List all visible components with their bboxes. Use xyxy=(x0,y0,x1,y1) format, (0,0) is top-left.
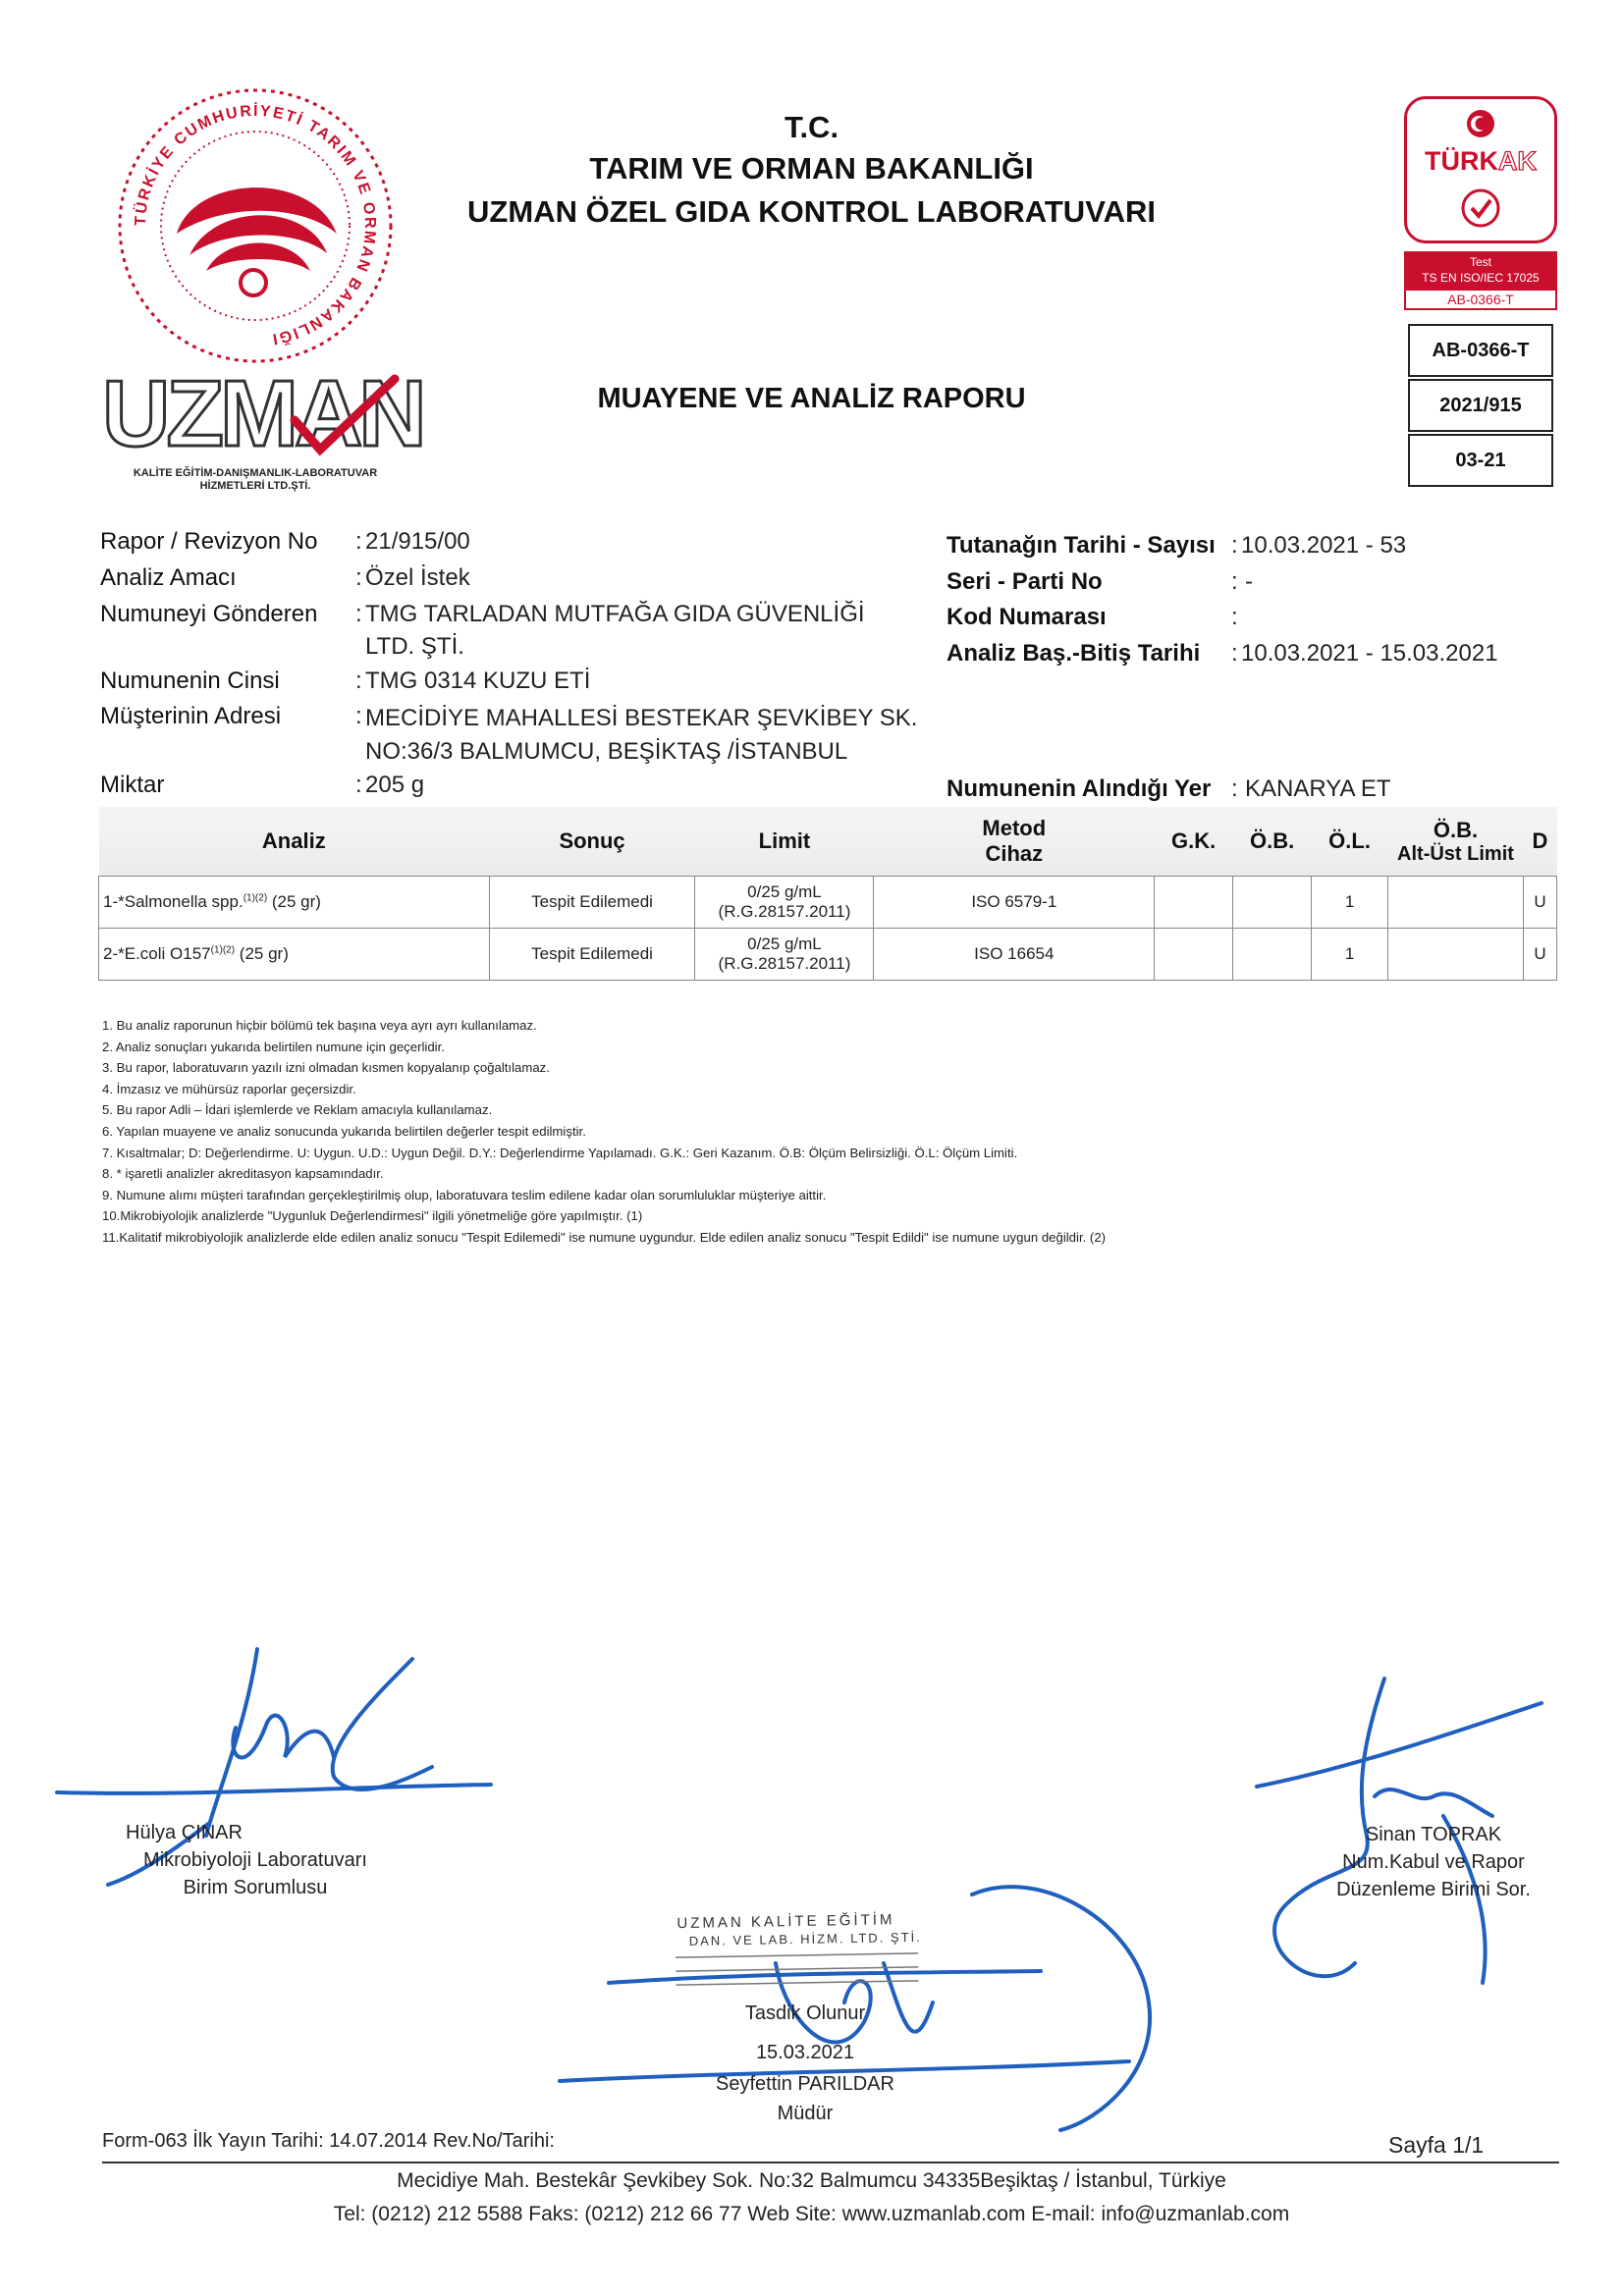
limit-ref: (R.G.28157.2011) xyxy=(718,954,851,973)
note-item: 3. Bu rapor, laboratuvarın yazılı izni olmadan kısmen kopyalanıp çoğaltılamaz. xyxy=(102,1060,550,1076)
col-gk: G.K. xyxy=(1155,807,1233,877)
col-analiz: Analiz xyxy=(99,807,490,877)
colon: : xyxy=(1231,775,1238,802)
value-customer-address: MECİDİYE MAHALLESİ BESTEKAR ŞEVKİBEY SK. xyxy=(365,705,918,731)
sig-left-title1: Mikrobiyoloji Laboratuvarı xyxy=(143,1849,367,1871)
value-analysis-purpose: Özel İstek xyxy=(365,564,470,591)
colon: : xyxy=(1231,640,1238,667)
value-analysis-dates: 10.03.2021 - 15.03.2021 xyxy=(1241,640,1498,667)
cell-d: U xyxy=(1523,877,1556,929)
turkak-name-b: AK xyxy=(1498,146,1537,176)
cell-ob xyxy=(1233,929,1312,981)
notes-list xyxy=(102,1015,1575,1249)
table-row xyxy=(99,929,1557,981)
cell-sonuc: Tespit Edilemedi xyxy=(489,877,695,929)
col-limit: Limit xyxy=(695,807,874,877)
label-sample-location: Numunenin Alındığı Yer xyxy=(947,775,1212,802)
uzman-wordmark: UZMAN xyxy=(102,361,423,466)
note-item: 2. Analiz sonuçları yukarıda belirtilen numune için geçerlidir. xyxy=(102,1039,445,1054)
note-item: 9. Numune alımı müşteri tarafından gerçekleştirilmiş olup, laboratuvara teslim edilene kadar olan sorumluluklar müşteriye aittir. xyxy=(102,1187,827,1202)
footer-address: Mecidiye Mah. Bestekâr Şevkibey Sok. No:32 Balmumcu 34335Beşiktaş / İstanbul, Türkiye xyxy=(397,2169,1226,2192)
table-header-row xyxy=(99,807,1557,877)
turkak-badge xyxy=(1404,96,1557,243)
ref-box-accreditation: AB-0366-T xyxy=(1408,324,1553,377)
turkak-crescent-icon xyxy=(1466,109,1495,138)
col-sonuc: Sonuç xyxy=(489,807,695,877)
cell-ol: 1 xyxy=(1312,929,1388,981)
sig-left-name: Hülya ÇINAR xyxy=(126,1822,243,1843)
note-item: 4. İmzasız ve mühürsüz raporlar geçersizdir. xyxy=(102,1081,356,1096)
colon: : xyxy=(355,601,362,627)
colon: : xyxy=(1231,568,1238,595)
colon: : xyxy=(355,703,362,729)
sig-center-title: Müdür xyxy=(777,2103,834,2124)
note-item: 8. * işaretli analizler akreditasyon kapsamındadır. xyxy=(102,1166,384,1182)
uzman-tagline-1: KALİTE EĞİTİM-DANIŞMANLIK-LABORATUVAR xyxy=(133,467,378,479)
cell-obau xyxy=(1388,929,1524,981)
turkak-name-a: TÜRK xyxy=(1425,146,1498,176)
cell-sonuc: Tespit Edilemedi xyxy=(489,929,695,981)
colon: : xyxy=(355,528,362,555)
analiz-amount: (25 gr) xyxy=(235,944,289,963)
note-item: 7. Kısaltmalar; D: Değerlendirme. U: Uygun. U.D.: Uygun Değil. D.Y.: Değerlendirme Yapılamadı. G.K.: Geri Kazanım. Ö.B: Ölçüm Belirsizliği. Ö.L: Ölçüm Limiti. xyxy=(102,1145,1018,1160)
sig-right-name: Sinan TOPRAK xyxy=(1365,1824,1502,1845)
label-customer-address: Müşterinin Adresi xyxy=(100,703,282,729)
footer-page: Sayfa 1/1 xyxy=(1388,2132,1485,2158)
turkak-check-icon xyxy=(1460,187,1501,229)
col-ol: Ö.L. xyxy=(1312,807,1388,877)
limit-value: 0/25 g/mL xyxy=(747,882,822,901)
note-item: 1. Bu analiz raporunun hiçbir bölümü tek başına veya ayrı ayrı kullanılamaz. xyxy=(102,1018,537,1033)
analiz-name: 1-*Salmonella spp. xyxy=(103,892,243,911)
turkak-test-band xyxy=(1404,251,1557,289)
cell-gk xyxy=(1155,929,1233,981)
label-code-no: Kod Numarası xyxy=(947,604,1107,630)
cell-limit xyxy=(695,877,874,929)
value-quantity: 205 g xyxy=(365,772,425,798)
note-item: 5. Bu rapor Adli – İdari işlemlerde ve Reklam amacıyla kullanılamaz. xyxy=(102,1102,493,1118)
analiz-sup: (1)(2) xyxy=(210,944,236,956)
cell-analiz xyxy=(99,929,490,981)
label-analysis-purpose: Analiz Amacı xyxy=(100,564,237,591)
value-customer-address-line2: NO:36/3 BALMUMCU, BEŞİKTAŞ /İSTANBUL xyxy=(365,738,848,765)
header-tc: T.C. xyxy=(784,110,839,144)
value-record-date: 10.03.2021 - 53 xyxy=(1241,532,1407,559)
cell-limit xyxy=(695,929,874,981)
cell-analiz xyxy=(99,877,490,929)
label-quantity: Miktar xyxy=(100,772,165,798)
analiz-sup: (1)(2) xyxy=(243,892,268,904)
colon: : xyxy=(1231,532,1238,559)
value-report-no: 21/915/00 xyxy=(365,528,470,555)
value-sender: TMG TARLADAN MUTFAĞA GIDA GÜVENLİĞİ xyxy=(365,601,865,627)
value-sender-line2: LTD. ŞTİ. xyxy=(365,633,464,660)
value-sample-type: TMG 0314 KUZU ETİ xyxy=(365,667,591,694)
cell-ol: 1 xyxy=(1312,877,1388,929)
seal-ring-text: TÜRKİYE CUMHURİYETİ TARIM VE ORMAN BAKANLIĞI xyxy=(132,102,379,347)
footer-contact: Tel: (0212) 212 5588 Faks: (0212) 212 66 77 Web Site: www.uzmanlab.com E-mail: info@uzmanlab.com xyxy=(333,2203,1290,2225)
ref-box-code: 03-21 xyxy=(1408,434,1553,487)
header-lab: UZMAN ÖZEL GIDA KONTROL LABORATUVARI xyxy=(467,194,1156,229)
label-analysis-dates: Analiz Baş.-Bitiş Tarihi xyxy=(947,640,1201,667)
turkak-name xyxy=(1407,146,1554,177)
uzman-tagline xyxy=(98,467,412,493)
colon: : xyxy=(355,667,362,694)
col-d: D xyxy=(1523,807,1556,877)
colon: : xyxy=(355,564,362,591)
analysis-table xyxy=(98,807,1557,981)
cell-d: U xyxy=(1523,929,1556,981)
colon: : xyxy=(355,772,362,798)
sig-center-name: Seyfettin PARILDAR xyxy=(716,2073,894,2095)
stamp-line1: UZMAN KALİTE EĞİTİM xyxy=(676,1911,895,1933)
ref-box-report-year: 2021/915 xyxy=(1408,379,1553,432)
col-ob-alt-ust xyxy=(1388,807,1524,877)
stamp-line2: DAN. VE LAB. HİZM. LTD. ŞTİ. xyxy=(688,1929,922,1949)
label-record-date: Tutanağın Tarihi - Sayısı xyxy=(947,532,1216,559)
cell-metod: ISO 16654 xyxy=(874,929,1155,981)
label-sender: Numuneyi Gönderen xyxy=(100,601,318,627)
footer-form: Form-063 İlk Yayın Tarihi: 14.07.2014 Rev.No/Tarihi: xyxy=(102,2130,555,2152)
analiz-amount: (25 gr) xyxy=(267,892,321,911)
header-ministry: TARIM VE ORMAN BAKANLIĞI xyxy=(589,151,1034,186)
analiz-name: 2-*E.coli O157 xyxy=(103,944,211,963)
cell-metod: ISO 6579-1 xyxy=(874,877,1155,929)
sig-center-label: Tasdik Olunur xyxy=(744,2002,866,2024)
cell-ob xyxy=(1233,877,1312,929)
turkak-standard: TS EN ISO/IEC 17025 xyxy=(1422,271,1540,285)
value-lot-no: - xyxy=(1245,568,1253,595)
limit-ref: (R.G.28157.2011) xyxy=(718,902,851,921)
label-sample-type: Numunenin Cinsi xyxy=(100,667,280,694)
note-item: 10.Mikrobiyolojik analizlerde "Uygunluk Değerlendirmesi" ilgili yönetmeliğe göre yapılmıştır. (1) xyxy=(102,1208,643,1224)
sig-right-title2: Düzenleme Birimi Sor. xyxy=(1336,1879,1531,1900)
col-metod xyxy=(874,807,1155,877)
footer-divider xyxy=(102,2162,1559,2163)
cell-obau xyxy=(1388,877,1524,929)
table-row xyxy=(99,877,1557,929)
turkak-test: Test xyxy=(1469,255,1491,269)
uzman-tagline-2: HİZMETLERİ LTD.ŞTİ. xyxy=(199,480,311,492)
col-metod-line1: Metod xyxy=(982,816,1047,840)
note-item: 6. Yapılan muayene ve analiz sonucunda yukarıda belirtilen değerler tespit edilmiştir. xyxy=(102,1123,586,1139)
report-title: MUAYENE VE ANALİZ RAPORU xyxy=(597,383,1026,414)
sig-center-date: 15.03.2021 xyxy=(755,2042,855,2063)
sig-right-title1: Num.Kabul ve Rapor xyxy=(1342,1851,1525,1873)
col-obau-line1: Ö.B. xyxy=(1433,817,1479,842)
col-metod-line2: Cihaz xyxy=(985,841,1044,866)
limit-value: 0/25 g/mL xyxy=(747,934,822,953)
label-report-no: Rapor / Revizyon No xyxy=(100,528,318,555)
cell-gk xyxy=(1155,877,1233,929)
label-lot-no: Seri - Parti No xyxy=(947,568,1103,595)
col-ob: Ö.B. xyxy=(1233,807,1312,877)
sig-left-title2: Birim Sorumlusu xyxy=(183,1877,328,1898)
note-item: 11.Kalitatif mikrobiyolojik analizlerde elde edilen analiz sonucu "Tespit Edilemedi" ise numune uygundur. Elde edilen analiz sonucu "Tespit Edildi" ise numune uygun değildir. (2) xyxy=(102,1229,1107,1245)
turkak-accreditation: AB-0366-T xyxy=(1404,289,1557,310)
value-sample-location: KANARYA ET xyxy=(1245,775,1391,802)
col-obau-line2: Alt-Üst Limit xyxy=(1397,842,1514,865)
colon: : xyxy=(1231,604,1238,630)
